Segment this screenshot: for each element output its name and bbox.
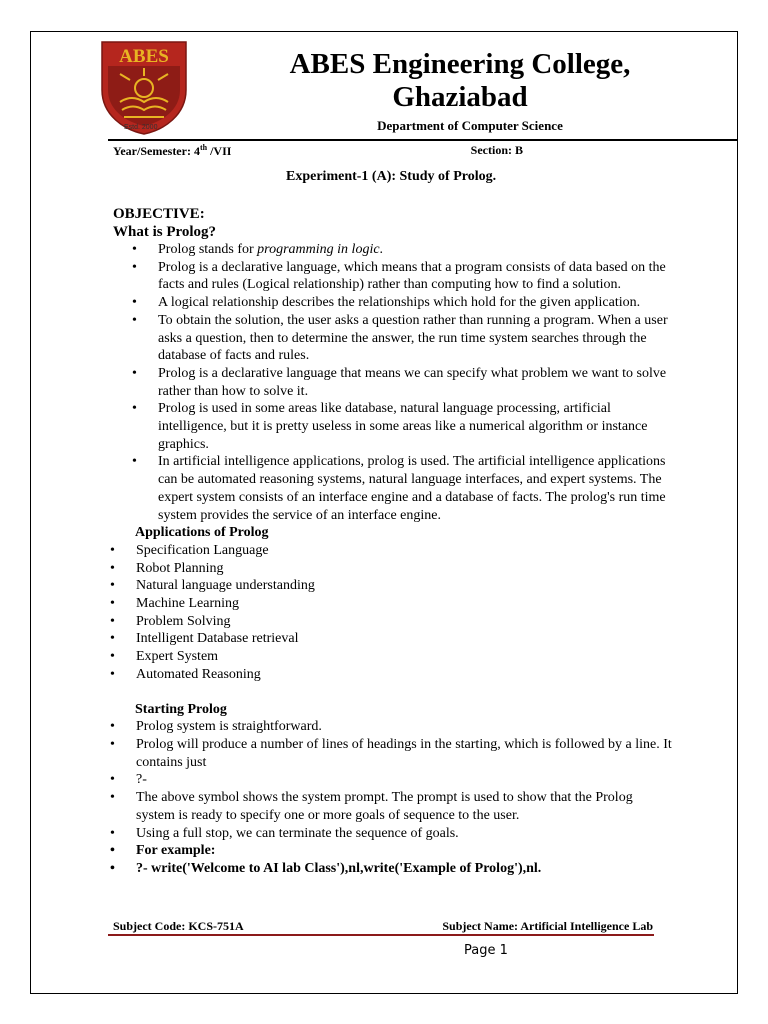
list-item: • The above symbol shows the system prompt. The prompt is used to show that the Prolog system is ready to specify one or more goals of sequence to the user.	[91, 789, 673, 824]
list-item: • Using a full stop, we can terminate the sequence of goals.	[91, 825, 673, 843]
department-prefix: Department of	[377, 118, 462, 133]
list-item: • Expert System	[91, 648, 673, 666]
year-sup: th	[199, 143, 208, 152]
applications-heading: Applications of Prolog	[135, 525, 269, 541]
starting-prolog-heading: Starting Prolog	[135, 701, 227, 717]
list-item: • Intelligent Database retrieval	[91, 630, 673, 648]
college-name	[250, 48, 670, 114]
year-semester-row	[113, 143, 523, 159]
starting-prolog-list	[91, 718, 673, 877]
list-item: • Robot Planning	[91, 560, 673, 578]
objective-subheading: What is Prolog?	[113, 224, 217, 240]
example-code: • ?- write('Welcome to AI lab Class'),nl,write('Example of Prolog'),nl.	[91, 860, 673, 878]
example-label: • For example:	[91, 842, 673, 860]
logo-estd: Estd. 2000	[124, 124, 158, 131]
year-suffix: /VII	[207, 144, 232, 158]
department	[260, 118, 680, 134]
logo-text: ABES	[119, 46, 169, 67]
list-item: • Prolog system is straightforward.	[91, 718, 673, 736]
footer-row	[113, 919, 653, 934]
list-item: • Natural language understanding	[91, 577, 673, 595]
year-label: Year/Semester: 4	[113, 144, 200, 158]
section-label: Section: B	[470, 143, 523, 157]
header-rule	[108, 139, 738, 141]
subject-name: Subject Name: Artificial Intelligence Lab	[442, 919, 653, 933]
college-name-line2: Ghaziabad	[392, 81, 528, 113]
list-item: • ?-	[91, 771, 673, 789]
list-item: • Machine Learning	[91, 595, 673, 613]
experiment-title: Experiment-1 (A): Study of Prolog.	[286, 169, 497, 184]
list-item: • Prolog stands for programming in logic.	[113, 241, 673, 259]
document-body	[113, 205, 673, 878]
list-item: • Prolog will produce a number of lines of headings in the starting, which is followed by a line. It contains just	[91, 736, 673, 771]
list-item: • In artificial intelligence applications, prolog is used. The artificial intelligence applications can be automated reasoning systems, natural language interfaces, and expert systems. The expert system consists of an interface engine and a database of facts. The prolog's run time system provides the service of an interface engine.	[113, 453, 673, 524]
objective-list	[113, 241, 673, 524]
list-item: • Prolog is a declarative language that means we can specify what problem we want to solve rather than how to solve it.	[113, 365, 673, 400]
list-item: • Prolog is a declarative language, which means that a program consists of data based on the facts and rules (Logical relationship) rather than computing how to find a solution.	[113, 259, 673, 294]
list-item: • Automated Reasoning	[91, 666, 673, 684]
department-name: Computer Science	[461, 118, 563, 133]
abes-logo	[100, 40, 188, 135]
applications-list	[91, 542, 673, 684]
list-item: • Problem Solving	[91, 613, 673, 631]
list-item: • To obtain the solution, the user asks a question rather than running a program. When a user asks a question, then to determine the answer, the run time system searches through the database of facts and rules.	[113, 312, 673, 365]
footer-rule	[108, 934, 654, 936]
page-number: Page 1	[464, 943, 508, 958]
list-item: • Specification Language	[91, 542, 673, 560]
subject-code: Subject Code: KCS-751A	[113, 919, 244, 933]
list-item: • A logical relationship describes the relationships which hold for the given application.	[113, 294, 673, 312]
list-item: • Prolog is used in some areas like database, natural language processing, artificial intelligence, but it is pretty useless in some areas like a numerical algorithm or instance graphics.	[113, 400, 673, 453]
objective-heading: OBJECTIVE:	[113, 206, 205, 222]
college-name-line1: ABES Engineering College,	[289, 48, 631, 80]
